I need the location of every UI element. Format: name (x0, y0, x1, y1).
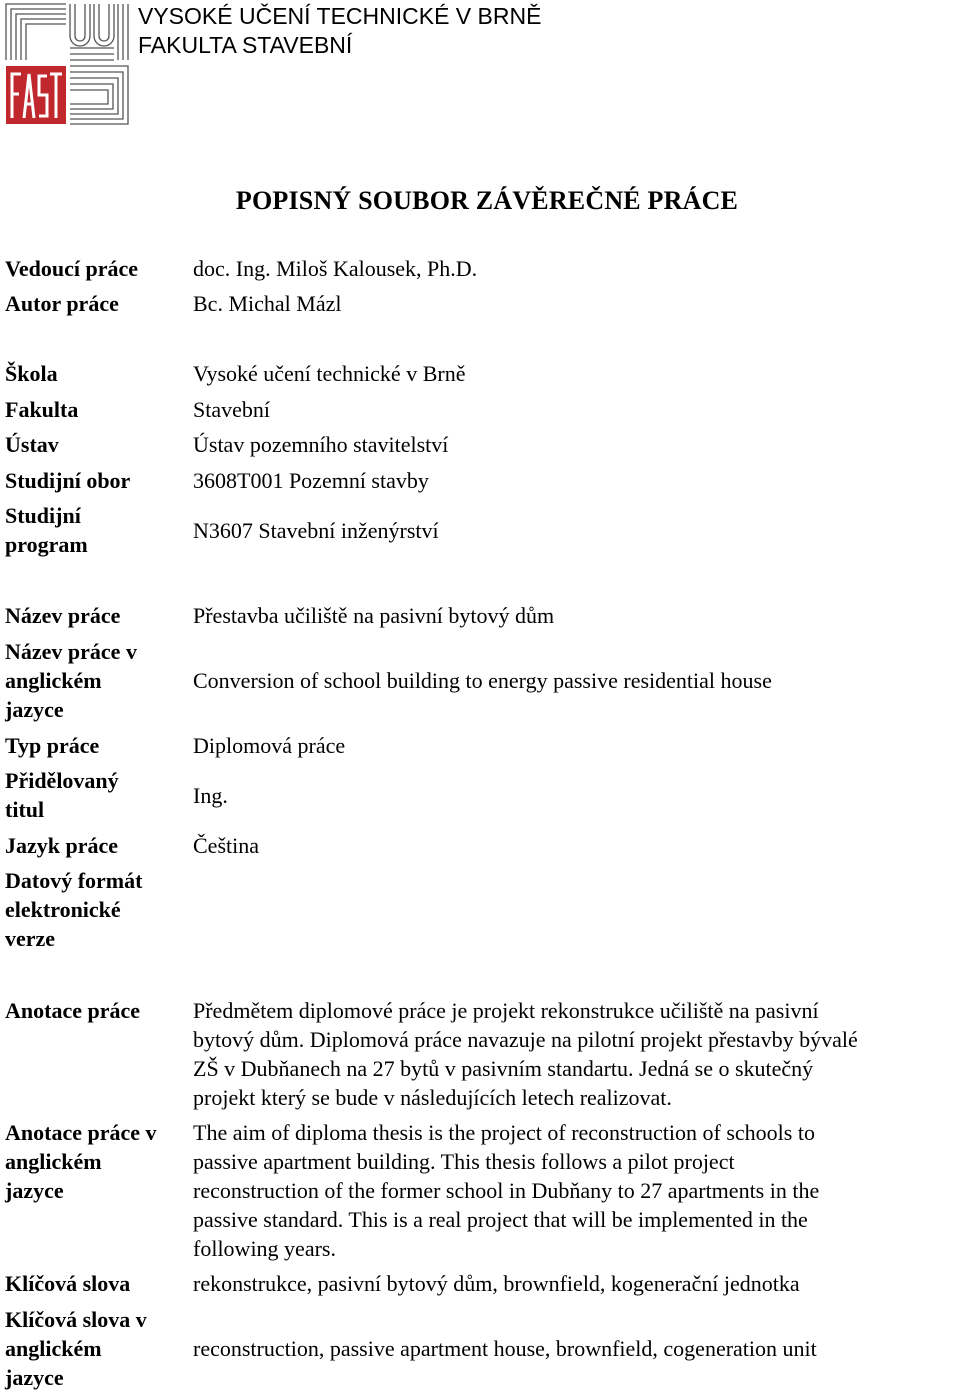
value-author: Bc. Michal Mázl (193, 291, 342, 316)
value-thesis-type: Diplomová práce (193, 733, 346, 758)
institution-name: VYSOKÉ UČENÍ TECHNICKÉ V BRNĚ (138, 3, 542, 29)
label-thesis-type: Typ práce (5, 733, 100, 758)
fast-logo (4, 2, 132, 126)
faculty-name: FAKULTA STAVEBNÍ (138, 32, 353, 58)
label-faculty: Fakulta (5, 397, 79, 422)
value-degree: Ing. (193, 783, 228, 808)
label-supervisor: Vedoucí práce (5, 256, 139, 281)
value-keywords-en: reconstruction, passive apartment house, brownfield, cogeneration unit (193, 1336, 817, 1361)
value-annotation-en: The aim of diploma thesis is the project of reconstruction of schools to passive apartment building. This thesis follows a pilot project reconstruction of the former school in Dubňany to 27 apartments in the passive standard. This is a real project that will be implemented in the following years. (193, 1120, 820, 1261)
label-author: Autor práce (5, 291, 119, 316)
value-thesis-title: Přestavba učiliště na pasivní bytový dům (193, 603, 555, 628)
label-keywords: Klíčová slova (5, 1271, 131, 1296)
label-field-of-study: Studijní obor (5, 468, 131, 493)
value-field-of-study: 3608T001 Pozemní stavby (193, 468, 429, 493)
value-language: Čeština (193, 833, 259, 858)
label-data-format: Datový formát elektronické verze (5, 868, 143, 951)
value-annotation: Předmětem diplomové práce je projekt rekonstrukce učiliště na pasivní bytový dům. Diplomová práce navazuje na pilotní projekt přestavby bývalé ZŠ v Dubňanech na 27 bytů v pasivním standartu. Jedná se o skutečný projekt který se bude v následujících letech realizovat. (193, 998, 858, 1110)
label-degree: Přidělovaný titul (5, 768, 119, 822)
label-language: Jazyk práce (5, 833, 119, 858)
label-institute: Ústav (5, 432, 59, 457)
label-study-program: Studijní program (5, 503, 88, 557)
value-school: Vysoké učení technické v Brně (193, 361, 466, 386)
label-annotation-en: Anotace práce v anglickém jazyce (5, 1120, 157, 1203)
value-keywords: rekonstrukce, pasivní bytový dům, brownfield, kogenerační jednotka (193, 1271, 800, 1296)
value-supervisor: doc. Ing. Miloš Kalousek, Ph.D. (193, 256, 478, 281)
page-title: POPISNÝ SOUBOR ZÁVĚREČNÉ PRÁCE (235, 186, 739, 215)
value-thesis-title-en: Conversion of school building to energy passive residential house (193, 668, 772, 693)
label-keywords-en: Klíčová slova v anglickém jazyce (5, 1307, 147, 1390)
value-faculty: Stavební (193, 397, 270, 422)
label-school: Škola (5, 361, 58, 386)
label-annotation: Anotace práce (5, 998, 141, 1023)
value-institute: Ústav pozemního stavitelství (193, 432, 449, 457)
label-thesis-title: Název práce (5, 603, 121, 628)
value-study-program: N3607 Stavební inženýrství (193, 518, 439, 543)
label-thesis-title-en: Název práce v anglickém jazyce (5, 639, 137, 722)
